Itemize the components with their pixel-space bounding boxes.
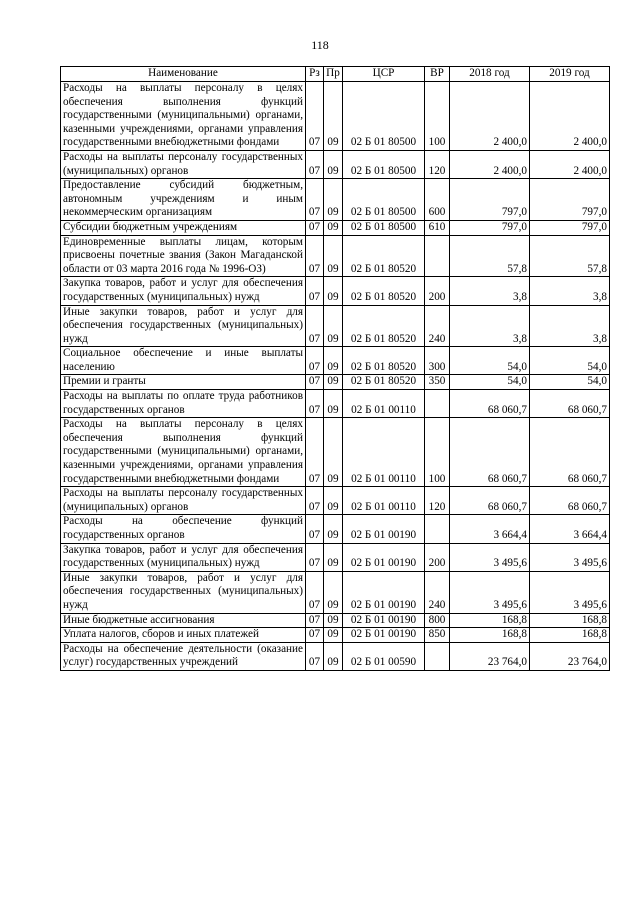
table-row xyxy=(61,375,610,390)
cell-csr: 02 Б 01 80520 xyxy=(343,305,425,347)
cell-vr xyxy=(425,642,450,670)
cell-2019: 54,0 xyxy=(530,347,610,375)
cell-vr: 610 xyxy=(425,220,450,235)
cell-rz: 07 xyxy=(306,179,324,221)
cell-vr: 350 xyxy=(425,375,450,390)
cell-csr: 02 Б 01 00190 xyxy=(343,543,425,571)
cell-csr: 02 Б 01 80500 xyxy=(343,179,425,221)
cell-vr: 100 xyxy=(425,418,450,487)
cell-csr: 02 Б 01 00190 xyxy=(343,613,425,628)
cell-name: Иные закупки товаров, работ и услуг для обеспечения государственных (муниципальных) нужд xyxy=(61,305,306,347)
cell-rz: 07 xyxy=(306,150,324,178)
cell-rz: 07 xyxy=(306,613,324,628)
cell-pr: 09 xyxy=(324,305,343,347)
cell-name: Расходы на выплаты персоналу в целях обеспечения выполнения функций государственными (муниципальными) органами, казенными учреждениями, органами управления государственными внебюджетными фондами xyxy=(61,82,306,151)
cell-name: Расходы на выплаты персоналу государственных (муниципальных) органов xyxy=(61,150,306,178)
cell-csr: 02 Б 01 80520 xyxy=(343,277,425,305)
cell-vr: 120 xyxy=(425,150,450,178)
cell-csr: 02 Б 01 80500 xyxy=(343,150,425,178)
cell-pr: 09 xyxy=(324,150,343,178)
cell-2019: 2 400,0 xyxy=(530,150,610,178)
cell-2018: 797,0 xyxy=(450,179,530,221)
cell-rz: 07 xyxy=(306,277,324,305)
cell-vr: 800 xyxy=(425,613,450,628)
cell-vr: 200 xyxy=(425,543,450,571)
cell-pr: 09 xyxy=(324,642,343,670)
cell-2019: 68 060,7 xyxy=(530,418,610,487)
cell-name: Расходы на обеспечение функций государственных органов xyxy=(61,515,306,543)
cell-vr: 100 xyxy=(425,82,450,151)
table-row xyxy=(61,305,610,347)
cell-vr: 850 xyxy=(425,628,450,643)
cell-2018: 68 060,7 xyxy=(450,487,530,515)
cell-name: Социальное обеспечение и иные выплаты населению xyxy=(61,347,306,375)
cell-2018: 168,8 xyxy=(450,613,530,628)
cell-name: Субсидии бюджетным учреждениям xyxy=(61,220,306,235)
cell-rz: 07 xyxy=(306,305,324,347)
cell-name: Иные закупки товаров, работ и услуг для обеспечения государственных (муниципальных) нужд xyxy=(61,571,306,613)
cell-vr xyxy=(425,515,450,543)
cell-rz: 07 xyxy=(306,487,324,515)
cell-name: Предоставление субсидий бюджетным, автономным учреждениям и иным некоммерческим организациям xyxy=(61,179,306,221)
cell-pr: 09 xyxy=(324,220,343,235)
cell-2019: 23 764,0 xyxy=(530,642,610,670)
cell-2018: 54,0 xyxy=(450,347,530,375)
cell-rz: 07 xyxy=(306,515,324,543)
table-row xyxy=(61,487,610,515)
cell-2018: 54,0 xyxy=(450,375,530,390)
table-row xyxy=(61,82,610,151)
cell-rz: 07 xyxy=(306,82,324,151)
table-row xyxy=(61,390,610,418)
cell-pr: 09 xyxy=(324,390,343,418)
cell-2019: 168,8 xyxy=(530,628,610,643)
table-row xyxy=(61,642,610,670)
header-2018: 2018 год xyxy=(450,67,530,82)
cell-name: Уплата налогов, сборов и иных платежей xyxy=(61,628,306,643)
cell-pr: 09 xyxy=(324,543,343,571)
cell-2019: 3 664,4 xyxy=(530,515,610,543)
cell-csr: 02 Б 01 80520 xyxy=(343,347,425,375)
table-row xyxy=(61,150,610,178)
cell-csr: 02 Б 01 00190 xyxy=(343,515,425,543)
cell-2018: 2 400,0 xyxy=(450,82,530,151)
cell-2019: 168,8 xyxy=(530,613,610,628)
table-row xyxy=(61,235,610,277)
table-row xyxy=(61,179,610,221)
cell-rz: 07 xyxy=(306,347,324,375)
cell-rz: 07 xyxy=(306,220,324,235)
cell-rz: 07 xyxy=(306,390,324,418)
cell-2018: 68 060,7 xyxy=(450,390,530,418)
table-row xyxy=(61,418,610,487)
budget-table xyxy=(60,66,610,671)
cell-2019: 68 060,7 xyxy=(530,487,610,515)
cell-pr: 09 xyxy=(324,347,343,375)
cell-vr: 300 xyxy=(425,347,450,375)
cell-vr: 200 xyxy=(425,277,450,305)
cell-rz: 07 xyxy=(306,628,324,643)
header-pr: Пр xyxy=(324,67,343,82)
cell-2019: 3 495,6 xyxy=(530,543,610,571)
cell-name: Расходы на выплаты персоналу государственных (муниципальных) органов xyxy=(61,487,306,515)
cell-rz: 07 xyxy=(306,571,324,613)
table-header-row xyxy=(61,67,610,82)
cell-rz: 07 xyxy=(306,642,324,670)
cell-2019: 3,8 xyxy=(530,277,610,305)
cell-csr: 02 Б 01 00110 xyxy=(343,487,425,515)
cell-pr: 09 xyxy=(324,613,343,628)
header-name: Наименование xyxy=(61,67,306,82)
cell-csr: 02 Б 01 00190 xyxy=(343,571,425,613)
cell-rz: 07 xyxy=(306,543,324,571)
cell-csr: 02 Б 01 00590 xyxy=(343,642,425,670)
cell-name: Закупка товаров, работ и услуг для обеспечения государственных (муниципальных) нужд xyxy=(61,543,306,571)
cell-2019: 57,8 xyxy=(530,235,610,277)
table-row xyxy=(61,613,610,628)
cell-csr: 02 Б 01 80520 xyxy=(343,235,425,277)
cell-vr xyxy=(425,390,450,418)
cell-2018: 3,8 xyxy=(450,277,530,305)
cell-pr: 09 xyxy=(324,418,343,487)
table-row xyxy=(61,515,610,543)
cell-vr: 240 xyxy=(425,305,450,347)
cell-csr: 02 Б 01 00190 xyxy=(343,628,425,643)
table-row xyxy=(61,220,610,235)
cell-2019: 3 495,6 xyxy=(530,571,610,613)
cell-name: Расходы на выплаты по оплате труда работников государственных органов xyxy=(61,390,306,418)
cell-pr: 09 xyxy=(324,571,343,613)
cell-2018: 797,0 xyxy=(450,220,530,235)
cell-2019: 3,8 xyxy=(530,305,610,347)
header-rz: Рз xyxy=(306,67,324,82)
cell-pr: 09 xyxy=(324,515,343,543)
cell-rz: 07 xyxy=(306,418,324,487)
cell-2019: 797,0 xyxy=(530,220,610,235)
cell-name: Закупка товаров, работ и услуг для обеспечения государственных (муниципальных) нужд xyxy=(61,277,306,305)
cell-csr: 02 Б 01 00110 xyxy=(343,390,425,418)
cell-rz: 07 xyxy=(306,235,324,277)
header-vr: ВР xyxy=(425,67,450,82)
cell-pr: 09 xyxy=(324,179,343,221)
cell-csr: 02 Б 01 80500 xyxy=(343,220,425,235)
table-row xyxy=(61,628,610,643)
cell-name: Расходы на обеспечение деятельности (оказание услуг) государственных учреждений xyxy=(61,642,306,670)
cell-csr: 02 Б 01 80520 xyxy=(343,375,425,390)
cell-pr: 09 xyxy=(324,235,343,277)
table-row xyxy=(61,277,610,305)
cell-2018: 3 495,6 xyxy=(450,571,530,613)
cell-name: Премии и гранты xyxy=(61,375,306,390)
table-row xyxy=(61,571,610,613)
cell-2019: 2 400,0 xyxy=(530,82,610,151)
cell-2018: 2 400,0 xyxy=(450,150,530,178)
cell-2018: 23 764,0 xyxy=(450,642,530,670)
cell-csr: 02 Б 01 00110 xyxy=(343,418,425,487)
table-row xyxy=(61,543,610,571)
cell-2018: 3,8 xyxy=(450,305,530,347)
cell-2019: 797,0 xyxy=(530,179,610,221)
cell-name: Единовременные выплаты лицам, которым присвоены почетные звания (Закон Магаданской области от 03 марта 2016 года № 1996-ОЗ) xyxy=(61,235,306,277)
cell-vr xyxy=(425,235,450,277)
cell-2018: 3 495,6 xyxy=(450,543,530,571)
header-2019: 2019 год xyxy=(530,67,610,82)
cell-2018: 68 060,7 xyxy=(450,418,530,487)
cell-2019: 54,0 xyxy=(530,375,610,390)
cell-name: Иные бюджетные ассигнования xyxy=(61,613,306,628)
cell-2018: 3 664,4 xyxy=(450,515,530,543)
cell-2018: 57,8 xyxy=(450,235,530,277)
table-row xyxy=(61,347,610,375)
cell-pr: 09 xyxy=(324,628,343,643)
cell-pr: 09 xyxy=(324,487,343,515)
cell-vr: 240 xyxy=(425,571,450,613)
cell-2019: 68 060,7 xyxy=(530,390,610,418)
header-csr: ЦСР xyxy=(343,67,425,82)
cell-name: Расходы на выплаты персоналу в целях обеспечения выполнения функций государственными (муниципальными) органами, казенными учреждениями, органами управления государственными внебюджетными фондами xyxy=(61,418,306,487)
cell-csr: 02 Б 01 80500 xyxy=(343,82,425,151)
cell-vr: 120 xyxy=(425,487,450,515)
page-number: 118 xyxy=(311,38,329,52)
cell-2018: 168,8 xyxy=(450,628,530,643)
cell-pr: 09 xyxy=(324,277,343,305)
cell-rz: 07 xyxy=(306,375,324,390)
cell-vr: 600 xyxy=(425,179,450,221)
cell-pr: 09 xyxy=(324,375,343,390)
cell-pr: 09 xyxy=(324,82,343,151)
